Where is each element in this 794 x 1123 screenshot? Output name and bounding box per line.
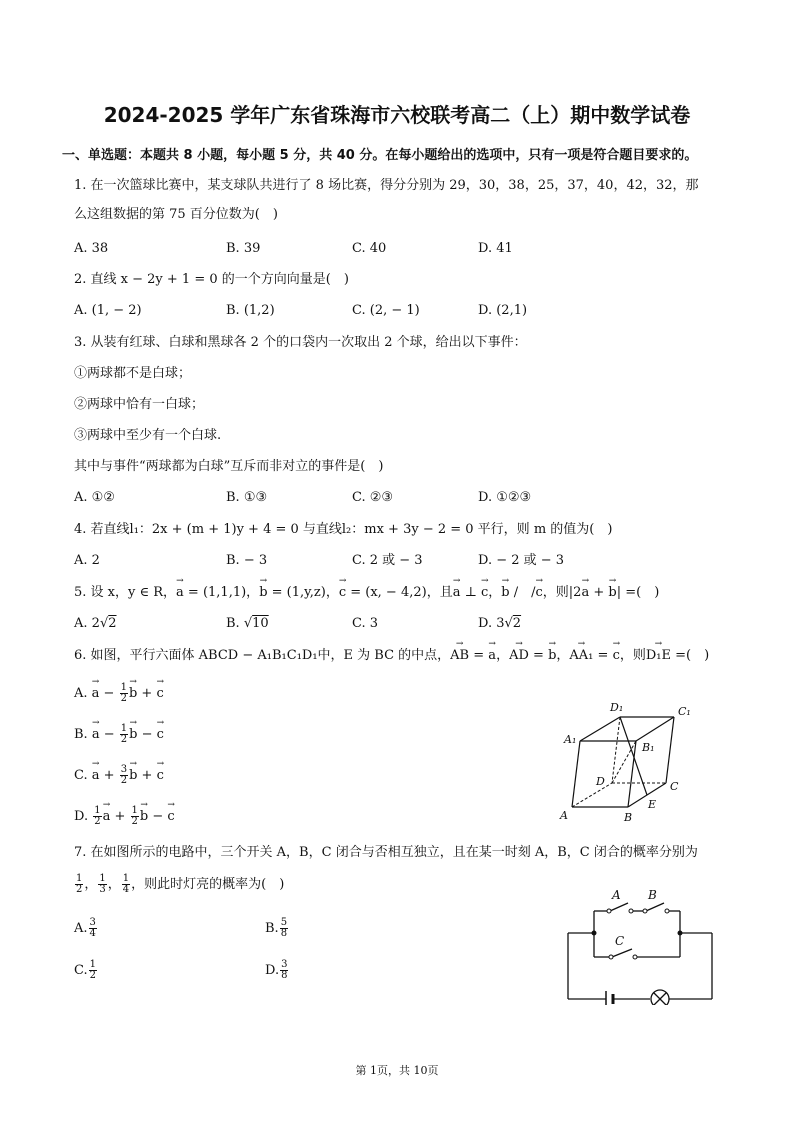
q7-option-d: D. $\frac{3}{8}$ bbox=[265, 959, 288, 981]
q1-option-c: C. 40 bbox=[352, 241, 387, 256]
label-D: D bbox=[596, 775, 605, 788]
label-A: A bbox=[560, 809, 568, 822]
vector-a: → a bbox=[176, 585, 184, 601]
q6-option-a: A. → a − $\frac{1}{2}$ → b + → c bbox=[74, 683, 164, 704]
q3-event-2: ②两球中恰有一白球； bbox=[74, 397, 205, 412]
q7-option-c: C. $\frac{1}{2}$ bbox=[74, 959, 96, 981]
label-E: E bbox=[648, 798, 657, 811]
q2-option-b: B. (1,2) bbox=[226, 303, 275, 318]
parallelepiped-diagram bbox=[550, 695, 710, 830]
q2-stem: 2. 直线 x − 2y + 1 = 0 的一个方向向量是( ) bbox=[74, 272, 349, 287]
page-footer: 第 1页，共 10页 bbox=[355, 1064, 439, 1077]
q4-option-a: A. 2 bbox=[74, 553, 100, 568]
q3-option-c: C. ②③ bbox=[352, 490, 394, 505]
q1-option-b: B. 39 bbox=[226, 241, 261, 256]
q3-event-3: ③两球中至少有一个白球. bbox=[74, 428, 222, 443]
q3-option-d: D. ①②③ bbox=[478, 490, 532, 505]
q4-stem: 4. 若直线l₁：2x + (m + 1)y + 4 = 0 与直线l₂：mx + 3y − 2 = 0 平行，则 m 的值为( ) bbox=[74, 522, 613, 537]
q5-option-c: C. 3 bbox=[352, 616, 379, 631]
label-C: C bbox=[670, 780, 679, 793]
label-A1: A₁ bbox=[564, 733, 577, 746]
label-C1: C₁ bbox=[678, 705, 691, 718]
q5-option-d: D. 3√2 bbox=[478, 616, 522, 631]
label-B1: B₁ bbox=[642, 741, 655, 754]
q1-stem-line1: 1. 在一次篮球比赛中，某支球队共进行了 8 场比赛，得分分别为 29，30，38，25，37，40，42，32，那 bbox=[74, 178, 699, 193]
q5-option-a: A. 2√2 bbox=[74, 616, 117, 631]
q3-event-1: ①两球都不是白球； bbox=[74, 366, 192, 381]
circuit-diagram bbox=[560, 885, 720, 1005]
q2-option-c: C. (2, − 1) bbox=[352, 303, 420, 318]
q7-stem-line1: 7. 在如图所示的电路中，三个开关 A，B，C 闭合与否相互独立，且在某一时刻 A，B，C 闭合的概率分别为 bbox=[74, 845, 698, 860]
vector-b: → b bbox=[259, 585, 267, 601]
q2-option-d: D. (2,1) bbox=[478, 303, 528, 318]
q3-option-b: B. ①③ bbox=[226, 490, 268, 505]
q3-stem: 3. 从装有红球、白球和黑球各 2 个的口袋内一次取出 2 个球，给出以下事件： bbox=[74, 335, 527, 350]
q7-option-b: B. $\frac{5}{8}$ bbox=[265, 917, 288, 939]
section-heading: 一、单选题：本题共 8 小题，每小题 5 分，共 40 分。在每小题给出的选项中，只有一项是符合题目要求的。 bbox=[62, 148, 698, 163]
q6-option-c: C. → a + $\frac{3}{2}$ → b + → c bbox=[74, 765, 164, 786]
q4-option-d: D. − 2 或 − 3 bbox=[478, 553, 565, 568]
q6-stem: 6. 如图，平行六面体 ABCD − A₁B₁C₁D₁中，E 为 BC 的中点，→ AB = → a，→ AD = → b，→ AA₁ = → c，则→ D₁E =( ) bbox=[74, 648, 709, 664]
q3-option-a: A. ①② bbox=[74, 490, 115, 505]
q7-stem-line2: $\frac{1}{2}$ ， $\frac{1}{3}$ ， $\frac{1}{4}$ ，则此时灯亮的概率为( ) bbox=[76, 873, 285, 895]
q1-option-a: A. 38 bbox=[74, 241, 109, 256]
q4-option-c: C. 2 或 − 3 bbox=[352, 553, 423, 568]
q5-option-b: B. √10 bbox=[226, 616, 269, 631]
q7-option-a: A. $\frac{3}{4}$ bbox=[74, 917, 96, 939]
q1-stem-line2: 么这组数据的第 75 百分位数为( ) bbox=[74, 207, 278, 222]
switch-a-label: A bbox=[612, 888, 621, 902]
page-title: 2024-2025 学年广东省珠海市六校联考高二（上）期中数学试卷 bbox=[103, 103, 691, 127]
vector-c: → c bbox=[339, 585, 346, 601]
q4-option-b: B. − 3 bbox=[226, 553, 268, 568]
q6-option-d: D. $\frac{1}{2}$ → a + $\frac{1}{2}$ → b − → c bbox=[74, 806, 175, 827]
q2-option-a: A. (1, − 2) bbox=[74, 303, 142, 318]
q1-option-d: D. 41 bbox=[478, 241, 513, 256]
switch-c-label: C bbox=[615, 934, 625, 948]
q5-stem: 5. 设 x，y ∈ R，→ a = (1,1,1)，→ b = (1,y,z)，→ c = (x, − 4,2)，且→ a ⊥ → c，→ b / /→ c，则|2→ a + → b| =( ) bbox=[74, 585, 659, 601]
q3-question: 其中与事件“两球都为白球”互斥而非对立的事件是( ) bbox=[74, 459, 384, 474]
q6-option-b: B. → a − $\frac{1}{2}$ → b − → c bbox=[74, 724, 164, 745]
switch-b-label: B bbox=[648, 888, 657, 902]
label-B: B bbox=[624, 811, 633, 824]
label-D1: D₁ bbox=[610, 701, 624, 714]
